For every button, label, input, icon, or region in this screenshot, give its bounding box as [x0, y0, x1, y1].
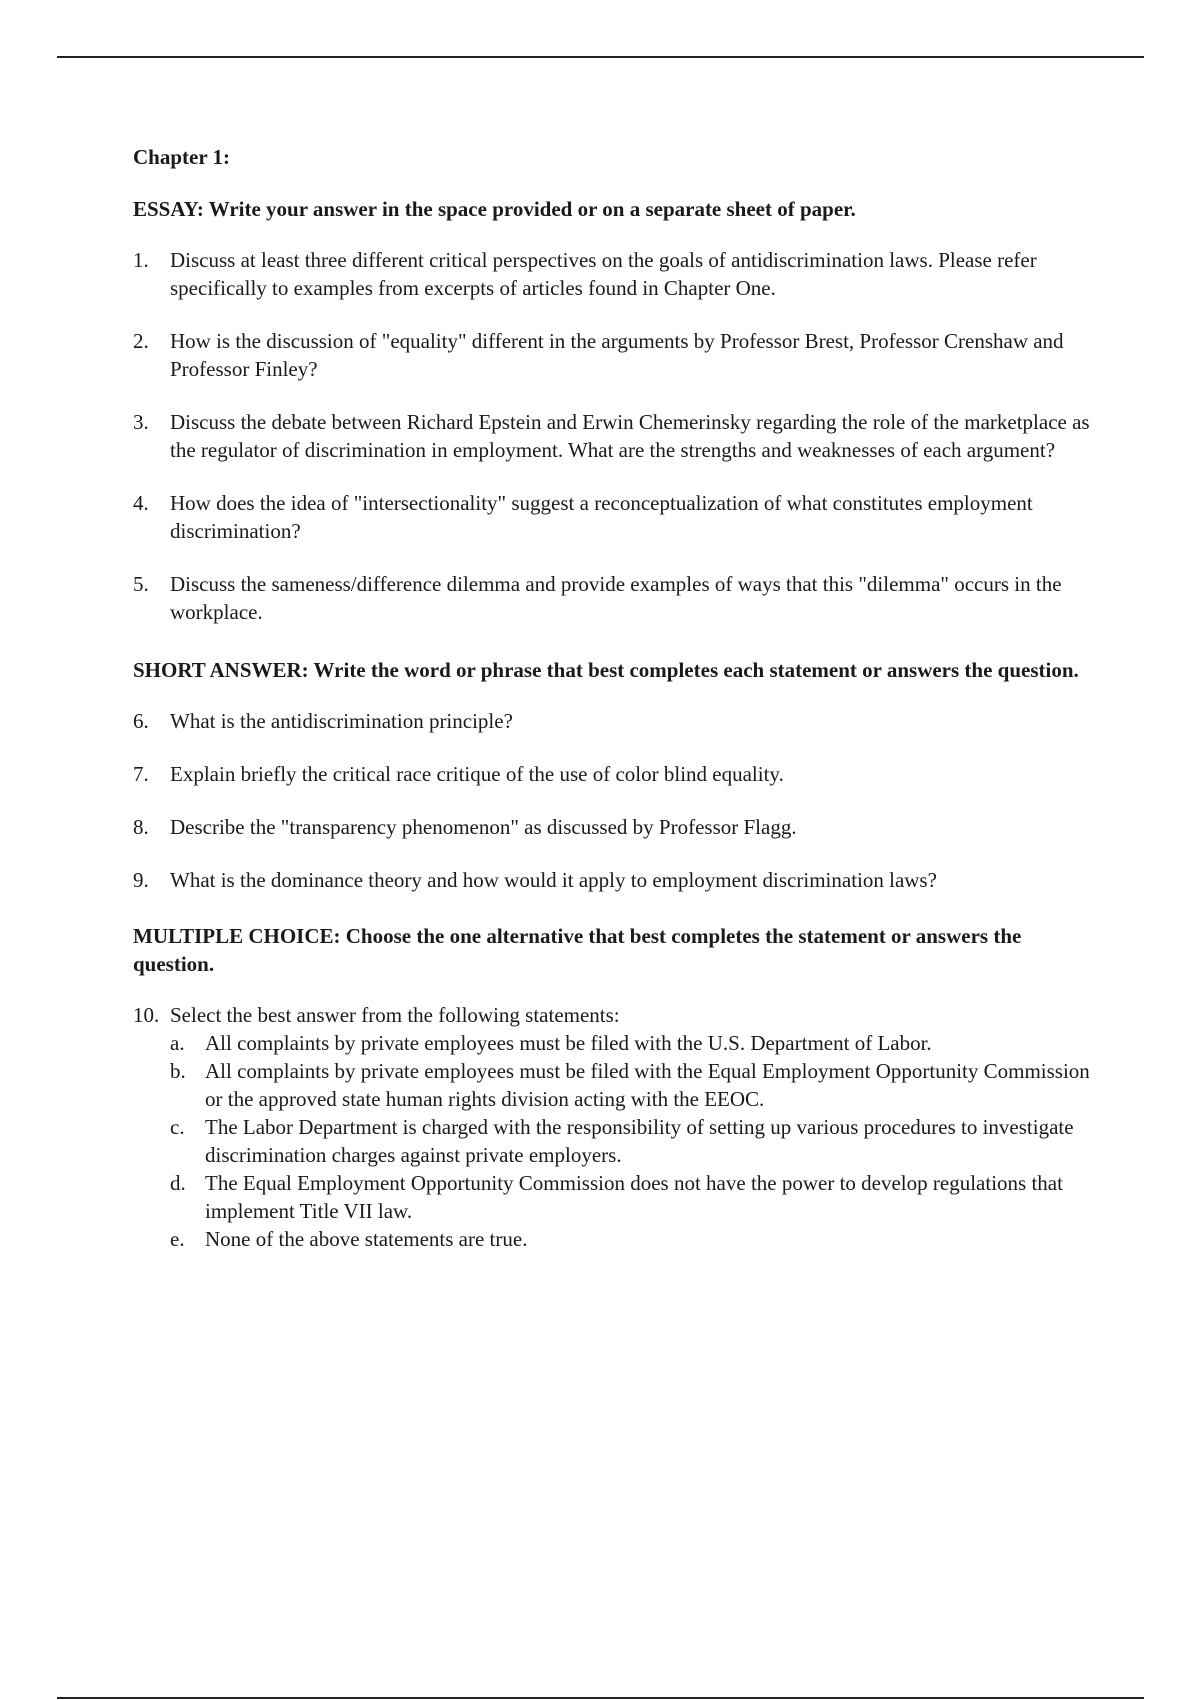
essay-question-list — [133, 246, 1103, 626]
bottom-rule — [57, 1697, 1144, 1699]
question-text: How is the discussion of "equality" different in the arguments by Professor Brest, Professor Crenshaw and Professor Finley? — [170, 329, 1064, 381]
option-text: The Equal Employment Opportunity Commission does not have the power to develop regulations that implement Title VII law. — [205, 1171, 1063, 1223]
question-text: Select the best answer from the following statements: — [170, 1003, 620, 1027]
essay-heading: ESSAY: Write your answer in the space provided or on a separate sheet of paper. — [133, 197, 856, 221]
option-text: All complaints by private employees must be filed with the Equal Employment Opportunity Commission or the approved state human rights division acting with the EEOC. — [205, 1059, 1090, 1111]
answer-option — [170, 1029, 1103, 1057]
question-number: 1. — [133, 248, 149, 272]
option-letter: c. — [170, 1115, 185, 1139]
question-text: Explain briefly the critical race critique of the use of color blind equality. — [170, 762, 784, 786]
answer-option — [170, 1113, 1103, 1169]
essay-question — [133, 489, 1103, 545]
option-letter: a. — [170, 1031, 185, 1055]
short-answer-question — [133, 760, 1103, 788]
document-body — [133, 143, 1103, 1253]
question-text: Discuss the debate between Richard Epstein and Erwin Chemerinsky regarding the role of the marketplace as the regulator of discrimination in employment. What are the strengths and weaknesses of each argument? — [170, 410, 1090, 462]
question-number: 10. — [133, 1003, 160, 1027]
answer-option — [170, 1225, 1103, 1253]
short-answer-question — [133, 866, 1103, 894]
option-letter: b. — [170, 1059, 186, 1083]
multiple-choice-question — [133, 1001, 1103, 1029]
question-number: 6. — [133, 709, 149, 733]
answer-option — [170, 1057, 1103, 1113]
multiple-choice-heading: MULTIPLE CHOICE: Choose the one alternative that best completes the statement or answers the question. — [133, 924, 1022, 976]
essay-question — [133, 570, 1103, 626]
answer-options — [133, 1029, 1103, 1253]
essay-question — [133, 408, 1103, 464]
question-text: Describe the "transparency phenomenon" as discussed by Professor Flagg. — [170, 815, 797, 839]
question-text: What is the dominance theory and how would it apply to employment discrimination laws? — [170, 868, 937, 892]
question-text: Discuss the sameness/difference dilemma and provide examples of ways that this "dilemma" occurs in the workplace. — [170, 572, 1062, 624]
question-number: 9. — [133, 868, 149, 892]
essay-question — [133, 327, 1103, 383]
option-letter: e. — [170, 1227, 185, 1251]
question-number: 2. — [133, 329, 149, 353]
question-number: 8. — [133, 815, 149, 839]
short-answer-heading: SHORT ANSWER: Write the word or phrase that best completes each statement or answers the question. — [133, 658, 1079, 682]
short-answer-question — [133, 707, 1103, 735]
option-letter: d. — [170, 1171, 186, 1195]
chapter-title: Chapter 1: — [133, 145, 231, 169]
top-rule — [57, 56, 1144, 58]
question-number: 5. — [133, 572, 149, 596]
essay-question — [133, 246, 1103, 302]
question-text: What is the antidiscrimination principle? — [170, 709, 513, 733]
option-text: None of the above statements are true. — [205, 1227, 528, 1251]
answer-option — [170, 1169, 1103, 1225]
short-answer-question — [133, 813, 1103, 841]
question-text: How does the idea of "intersectionality" suggest a reconceptualization of what constitutes employment discrimination? — [170, 491, 1033, 543]
question-number: 4. — [133, 491, 149, 515]
option-text: The Labor Department is charged with the responsibility of setting up various procedures to investigate discrimination charges against private employers. — [205, 1115, 1074, 1167]
question-number: 3. — [133, 410, 149, 434]
question-number: 7. — [133, 762, 149, 786]
option-text: All complaints by private employees must be filed with the U.S. Department of Labor. — [205, 1031, 932, 1055]
short-answer-question-list — [133, 707, 1103, 894]
question-text: Discuss at least three different critical perspectives on the goals of antidiscrimination laws. Please refer specifically to examples from excerpts of articles found in Chapter One. — [170, 248, 1037, 300]
